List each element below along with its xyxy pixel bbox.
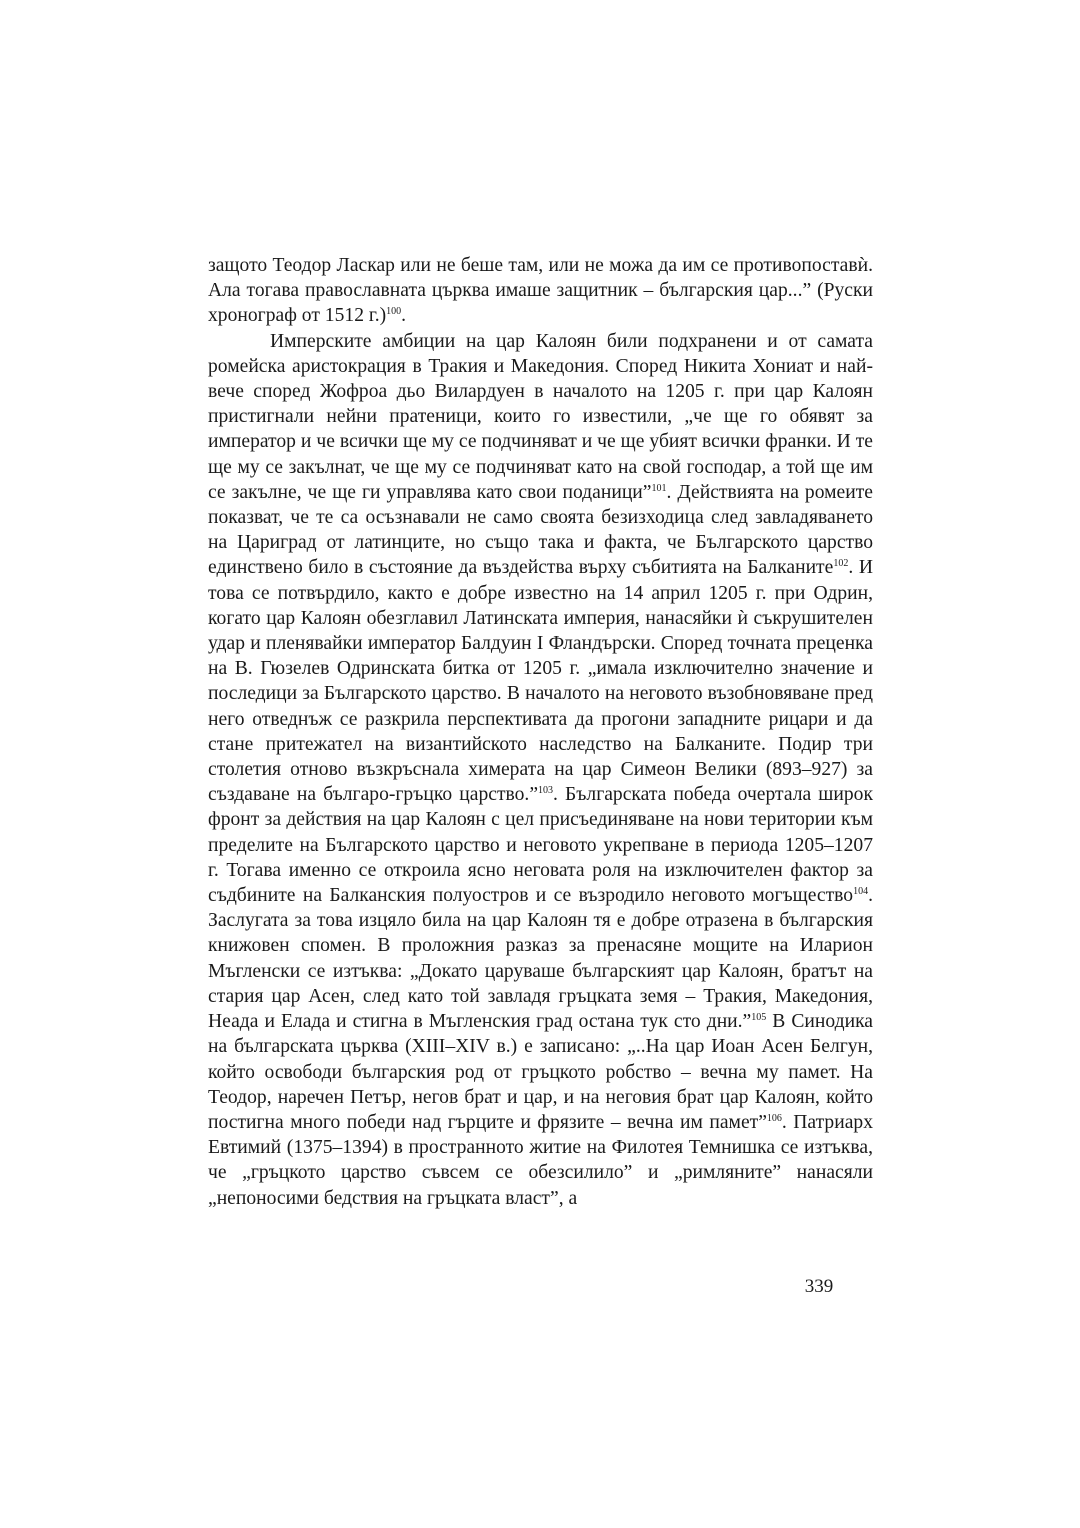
text-run: Имперските амбиции на цар Калоян били подхранени и от самата ромейска аристокрация в Тракия и Македония. Според Никита Хониат и най-вече според Жофроа дьо Вилардуен в началото на 1205 г. при цар Калоян пристигнали нейни пратеници, които го известили, „че ще го обявят за император и че всички ще му се подчиняват и че ще убият всички франки. И те ще му се закълнат, че ще му се подчиняват като на свой господар, а той ще им се закълне, че ще ги управлява като свои поданици” <box>208 330 873 503</box>
paragraph <box>208 329 873 1211</box>
footnote-ref: 100 <box>386 306 402 318</box>
text-run: . Заслугата за това изцяло била на цар Калоян тя е добре отразена в българския книжовен спомен. В проложния разказ за пренасяне мощите на Иларион Мъгленски се изтъква: „Докато царуваше българският цар Калоян, братът на стария цар Асен, след като той завладя гръцката земя – Тракия, Македония, Неада и Елада и стигна в Мъгленския град остана тук сто дни.” <box>208 885 873 1033</box>
text-run: . <box>401 305 407 327</box>
text-run: . Действията на ромеите показват, че те са осъзнавали не само своята безизходица след завладяването на Цариград от латинците, но също така и факта, че Българското царство единствено било в състояние да въздейства върху събитията на Балканите <box>208 481 873 579</box>
body-text <box>208 253 873 1211</box>
footnote-ref: 101 <box>651 482 667 494</box>
text-run: . Патриарх Евтимий (1375–1394) в пространното житие на Филотея Темнишка се изтъква, че „гръцкото царство съвсем се обезсилило” и „римляните” нанасяли „непоносими бедствия на гръцката власт”, а <box>208 1111 874 1209</box>
text-run: . Българската победа очертала широк фронт за действия на цар Калоян с цел присъединяване на нови територии към пределите на Българското царство и неговото укрепване в периода 1205–1207 г. Тогава именно се откроила ясно неговата роля на изключителен фактор за съдбините на Балканския полуостров и се възродило неговото могъщество <box>208 784 873 907</box>
text-run: В Синодика на българската църква (XIII–XIV в.) е записано: „..На цар Иоан Асен Белгун, който освободи българския род от гръцкото робство – вечна му памет. На Теодор, наречен Петър, негов брат и цар, и на неговия брат цар Калоян, който постигна много победи над гърците и фрязите – вечна им памет” <box>208 1011 874 1133</box>
footnote-ref: 104 <box>853 886 869 898</box>
footnote-ref: 102 <box>833 558 849 570</box>
page-number: 339 <box>804 1276 834 1297</box>
footnote-ref: 105 <box>751 1012 767 1024</box>
text-run: защото Теодор Ласкар или не беше там, или не можа да им се противопоставѝ. Ала тогава православната църква имаше защитник – българския цар...” (Руски хронограф от 1512 г.) <box>208 255 873 327</box>
footnote-ref: 103 <box>538 785 554 797</box>
paragraph <box>208 253 873 329</box>
text-run: . И това се потвърдило, както е добре известно на 14 април 1205 г. при Одрин, когато цар Калоян обезглавил Латинската империя, нанасяйки ѝ съкрушителен удар и пленявайки император Балдуин I Фландърски. Според точната преценка на В. Гюзелев Одринската битка от 1205 г. „имала изключително значение и последици за Българското царство. В началото на неговото възобновяване пред него отведнъж се разкрила перспективата да прогони западните рицари и да стане притежател на византийското наследство на Балканите. Подир три столетия отново възкръснала химерата на цар Симеон Велики (893–927) за създаване на българо-гръцко царство.” <box>208 557 873 806</box>
footnote-ref: 106 <box>766 1112 782 1124</box>
